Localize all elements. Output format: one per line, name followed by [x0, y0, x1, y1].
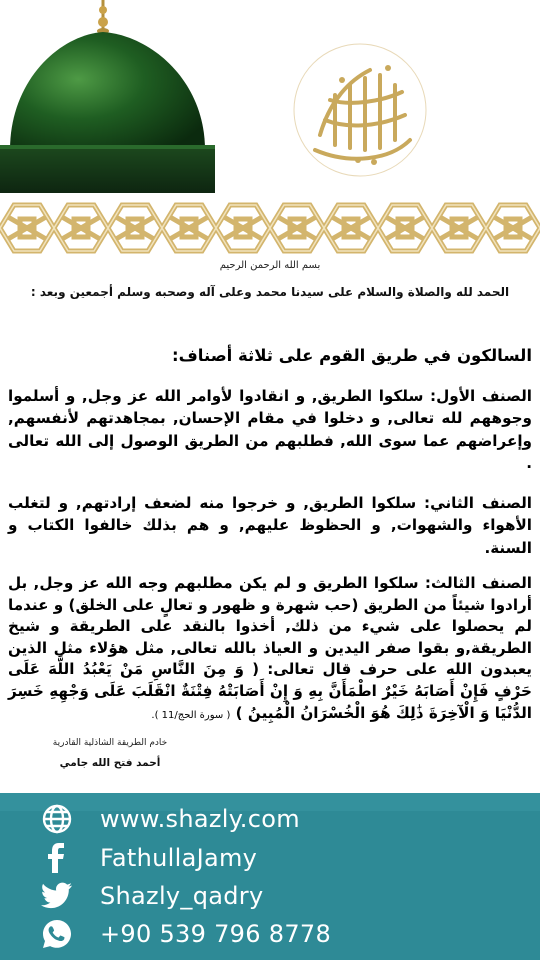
article-heading: السالكون في طريق القوم على ثلاثة أصناف: [172, 346, 532, 365]
contact-footer [0, 793, 540, 960]
whatsapp-icon [40, 917, 74, 951]
article-body [0, 255, 540, 783]
signature-name: أحمد فتح الله جامي [59, 757, 161, 769]
whatsapp-link[interactable] [40, 917, 331, 951]
facebook-text: FathullaJamy [100, 844, 258, 872]
globe-icon [40, 802, 74, 836]
facebook-link[interactable] [40, 841, 257, 875]
twitter-link[interactable] [40, 879, 263, 913]
paragraph-first-category: الصنف الأول: سلكوا الطريق, و انقادوا لأوامر الله عز وجل, و أسلموا وجوههم لله تعالى, و دخلوا في مقام الإحسان, بمجاهدتهم لأنفسهم, وإعراضهم عما سوى الله, فطلبهم من الطريق الوصول إلى الله تعالى . [8, 387, 532, 472]
signature-title: خادم الطريقة الشاذلية القادرية [52, 738, 168, 748]
website-text: www.shazly.com [100, 805, 300, 833]
green-dome-image [0, 0, 215, 195]
order-logo-calligraphy [290, 40, 430, 180]
paragraph-third-text: الصنف الثالث: سلكوا الطريق و لم يكن مطلبهم وجه الله عز وجل, بل أرادوا شيئاً من الطريق (حب شهرة و ظهور و تعالٍ على الخلق) و عندما لم يحصلوا على شيء من ذلك, أخذوا بالنقد على الطريقة و شيخ الطريقة,و بقوا صفر اليدين و العياذ بالله تعالى, مثل هؤلاء مثل الذين يعبدون الله على حرف قال تعالى: ( وَ مِنَ النَّاسِ مَنْ يَعْبُدُ اللَّهَ عَلَى حَرْفٍ فَإِنْ أَصَابَهُ خَيْرٌ اطْمَأَنَّ بِهِ وَ إِنْ أَصَابَتْهُ فِتْنَةٌ انْقَلَبَ عَلَى وَجْهِهِ خَسِرَ الدُّنْيَا وَ الْآخِرَةَ ذَٰلِكَ هُوَ الْخُسْرَانُ الْمُبِينُ ) [8, 574, 532, 722]
facebook-icon [40, 841, 74, 875]
website-link[interactable] [40, 802, 300, 836]
paragraph-second-category: الصنف الثاني: سلكوا الطريق, و خرجوا منه لضعف إرادتهم, و لتغلب الأهواء والشهوات, و الحظوظ عليهم, و هم بذلك خالفوا الكتاب و السنة. [8, 494, 532, 557]
twitter-bird-icon [40, 879, 74, 913]
twitter-text: Shazly_qadry [100, 882, 264, 910]
interlace-ornament-band [0, 193, 540, 263]
paragraph-third-category [8, 573, 532, 726]
quran-citation: ( سورة الحج/11 ). [151, 709, 231, 721]
phone-text: +90 539 796 8778 [100, 920, 332, 948]
header-banner [0, 0, 540, 195]
basmala: بسم الله الرحمن الرحيم [219, 260, 321, 271]
intro-line: الحمد لله والصلاة والسلام على سيدنا محمد وعلى آله وصحبه وسلم أجمعين وبعد : [30, 285, 510, 299]
